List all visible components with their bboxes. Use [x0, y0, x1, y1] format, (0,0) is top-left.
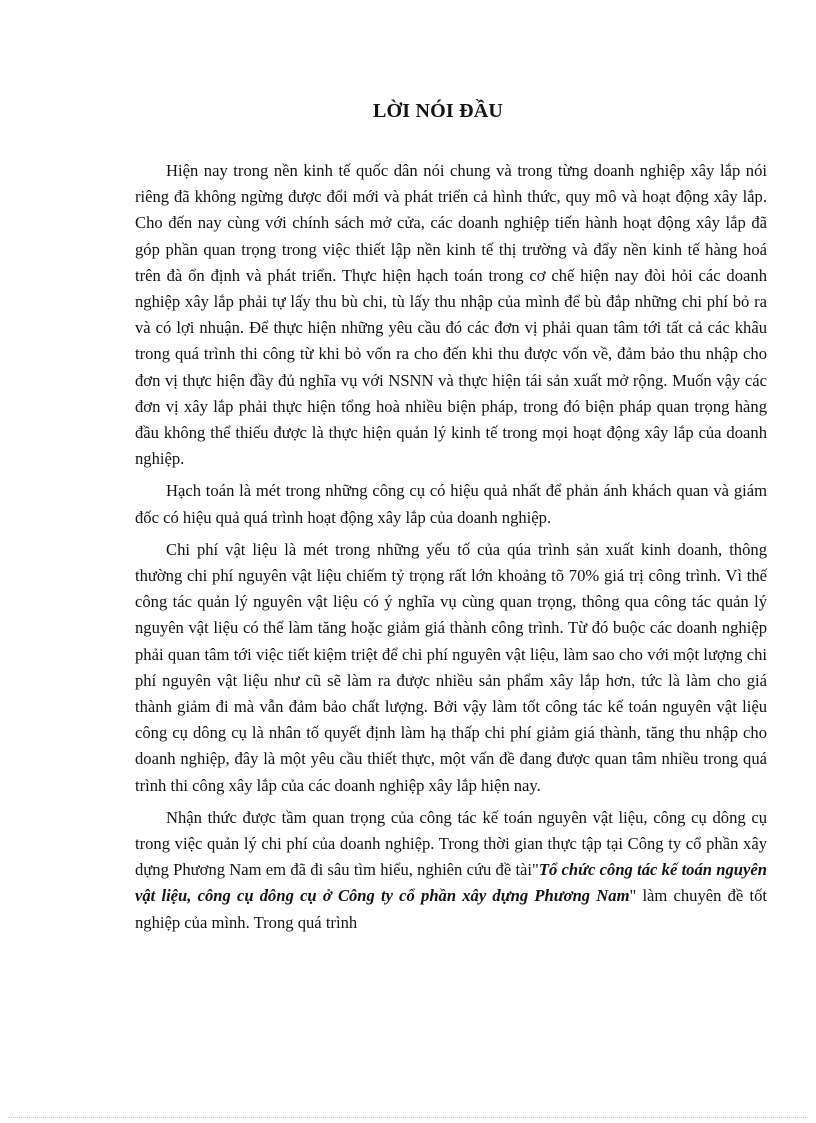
page-bottom-divider [8, 1117, 808, 1118]
paragraph-4-intro: Nhận thức được tầm quan trọng của công tác kế toán nguyên vật liệu, công cụ dông cụ trong việc quản lý chi phí của doanh nghiệp. Trong thời gian thực tập tại Công ty cổ phần xây dựng Phương Nam em đã đi sâu tìm hiểu, nghiên cứu đề tài" [135, 807, 767, 880]
thesis-topic-title: Tổ chức công tác kế toán nguyên vật liệu, công cụ dông cụ ở Công ty cổ phần xây dựng Phương Nam [135, 860, 767, 906]
paragraph-4 [135, 805, 767, 936]
paragraph-2: Hạch toán là mét trong những công cụ có hiệu quả nhất để phản ánh khách quan và giám đốc có hiệu quả quá trình hoạt động xây lắp của doanh nghiệp. [135, 481, 767, 527]
paragraph-3: Chi phí vật liệu là mét trong những yếu tố của qúa trình sản xuất kinh doanh, thông thường chi phí nguyên vật liệu chiếm tỷ trọng rất lớn khoảng tõ 70% giá trị công trình. Vì thế công tác quản lý nguyên vật liệu có ý nghĩa vụ cùng quan trọng, thông qua công tác quản lý nguyên vật liệu có thể làm tăng hoặc giảm giá thành công trình. Từ đó buộc các doanh nghiệp phải quan tâm tới việc tiết kiệm triệt để chi phí nguyên vật liệu, làm sao cho với một lượng chi phí nguyên vật liệu như cũ sẽ làm ra được nhiều sản phẩm xây lắp hơn, tức là làm cho giá thành giảm đi mà vẫn đảm bảo chất lượng. Bởi vậy làm tốt công tác kế toán nguyên vật liệu công cụ dông cụ là nhân tố quyết định làm hạ thấp chi phí giảm giá thành, tăng thu nhập cho doanh nghiệp, đây là một yêu cầu thiết thực, một vấn đề đang được quan tâm nhiều trong quá trình thi công xây lắp của các doanh nghiệp xây lắp hiện nay. [135, 539, 767, 795]
document-body [135, 158, 767, 942]
paragraph-4-tail: " làm chuyên đề tốt nghiệp của mình. Trong quá trình [135, 886, 767, 932]
paragraph-1: Hiện nay trong nền kinh tế quốc dân nói chung và trong từng doanh nghiệp xây lắp nói riêng đã không ngừng được đổi mới và phát triển cả hình thức, quy mô và hoạt động xây lắp. Cho đến nay cùng với chính sách mở cửa, các doanh nghiệp tiến hành hoạt động xây lắp đã góp phần quan trọng trong việc thiết lập nền kinh tế thị trường và đẩy nền kinh tế hàng hoá trên đà ổn định và phát triển. Thực hiện hạch toán trong cơ chế hiện nay đòi hỏi các doanh nghiệp xây lắp phải tự lấy thu bù chi, tù lấy thu nhập của mình để bù đắp những chi phí bỏ ra và có lợi nhuận. Để thực hiện những yêu cầu đó các đơn vị phải quan tâm tới tất cả các khâu trong quá trình thi công từ khi bỏ vốn ra cho đến khi thu được vốn về, đảm bảo thu nhập cho đơn vị thực hiện đầy đủ nghĩa vụ với NSNN và thực hiện tái sản xuất mở rộng. Muốn vậy các đơn vị xây lắp phải thực hiện tổng hoà nhiều biện pháp, trong đó biện pháp quan trọng hàng đầu không thể thiếu được là thực hiện quản lý kinh tế trong mọi hoạt động xây lắp của doanh nghiệp. [135, 161, 767, 469]
page-title: LỜI NÓI ĐẦU [373, 100, 503, 122]
